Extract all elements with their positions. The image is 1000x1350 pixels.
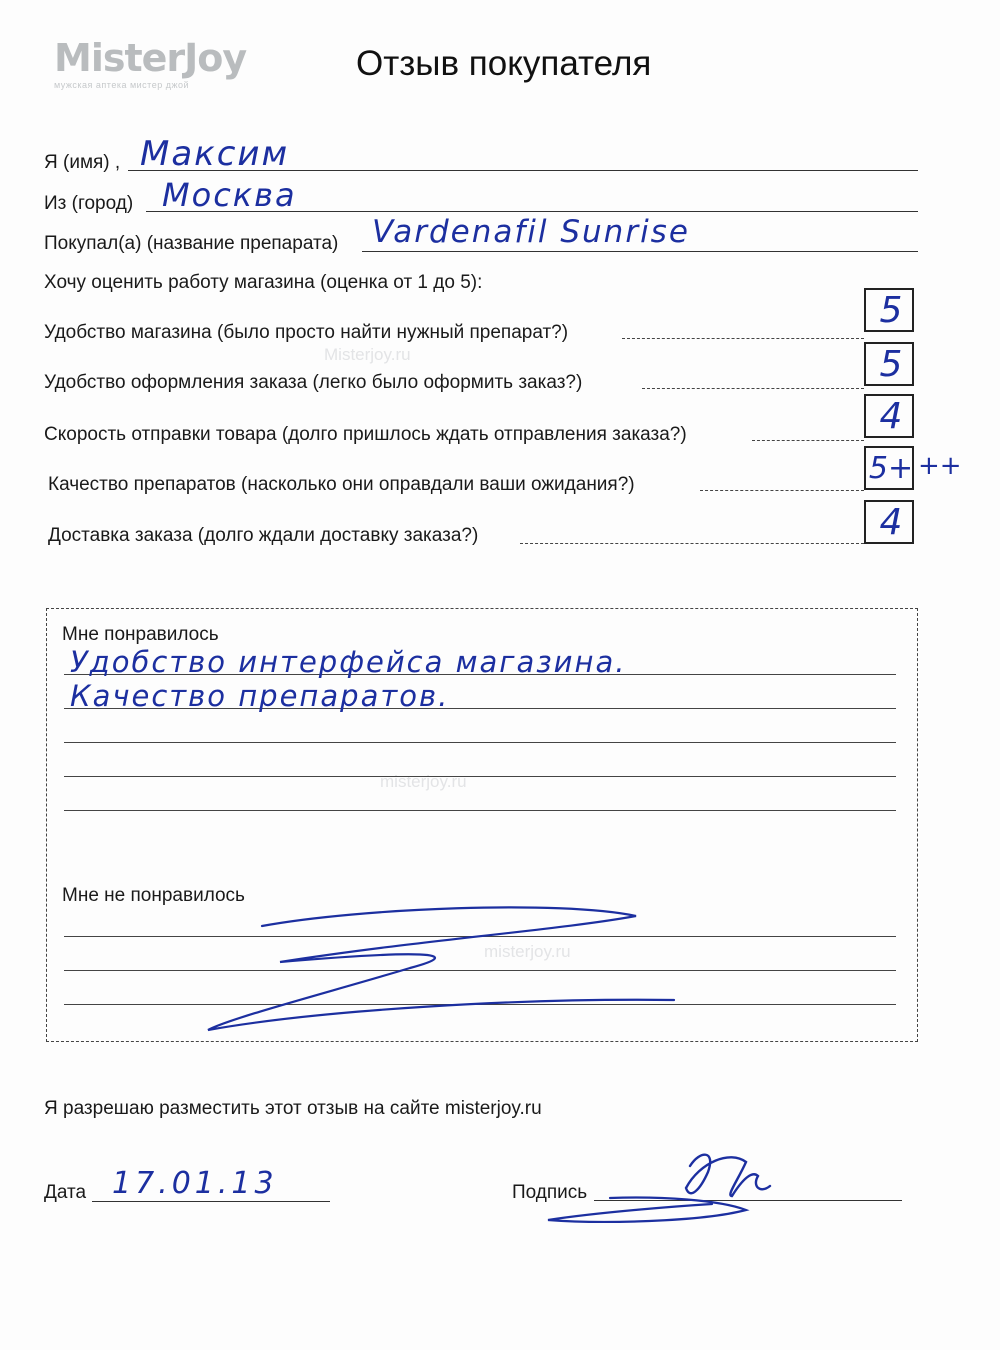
rating-score-4: 5+ <box>868 451 914 486</box>
permission-text: Я разрешаю разместить этот отзыв на сайте misterjoy.ru <box>44 1098 542 1119</box>
name-value: Максим <box>140 134 290 174</box>
watermark: misterjoy.ru <box>484 942 571 961</box>
date-label: Дата <box>44 1182 87 1203</box>
logo-text: MisterJoy <box>54 36 247 80</box>
date-value: 17.01.13 <box>112 1166 278 1201</box>
watermark: Misterjoy.ru <box>324 345 411 364</box>
disliked-label: Мне не понравилось <box>62 885 245 906</box>
signature-label: Подпись <box>512 1182 588 1203</box>
rating-label-3: Скорость отправки товара (долго пришлось ждать отправления заказа?) <box>44 424 687 445</box>
rating-score-5: 4 <box>879 502 903 543</box>
liked-line-1: Удобство интерфейса магазина. <box>70 645 627 679</box>
rating-label-1: Удобство магазина (было просто найти нужный препарат?) <box>44 322 569 343</box>
rating-score-4-extra: ++ <box>918 451 962 481</box>
city-value: Москва <box>162 176 297 214</box>
page-title: Отзыв покупателя <box>356 44 652 83</box>
rating-score-3: 4 <box>879 396 903 437</box>
rating-label-5: Доставка заказа (долго ждали доставку заказа?) <box>48 525 479 546</box>
city-label: Из (город) <box>44 193 134 214</box>
rating-score-1: 5 <box>879 290 903 331</box>
product-label: Покупал(а) (название препарата) <box>44 233 339 254</box>
rating-intro: Хочу оценить работу магазина (оценка от 1 до 5): <box>44 272 483 293</box>
name-label: Я (имя) , <box>44 152 121 173</box>
liked-line-2: Качество препаратов. <box>70 679 450 713</box>
watermark: misterjoy.ru <box>380 772 467 791</box>
product-value: Vardenafil Sunrise <box>372 214 690 250</box>
liked-label: Мне понравилось <box>62 624 219 645</box>
rating-score-2: 5 <box>879 344 903 385</box>
rating-label-2: Удобство оформления заказа (легко было оформить заказ?) <box>44 372 583 393</box>
rating-label-4: Качество препаратов (насколько они оправдали ваши ожидания?) <box>48 474 635 495</box>
logo-tagline: мужская аптека мистер джой <box>54 80 190 90</box>
